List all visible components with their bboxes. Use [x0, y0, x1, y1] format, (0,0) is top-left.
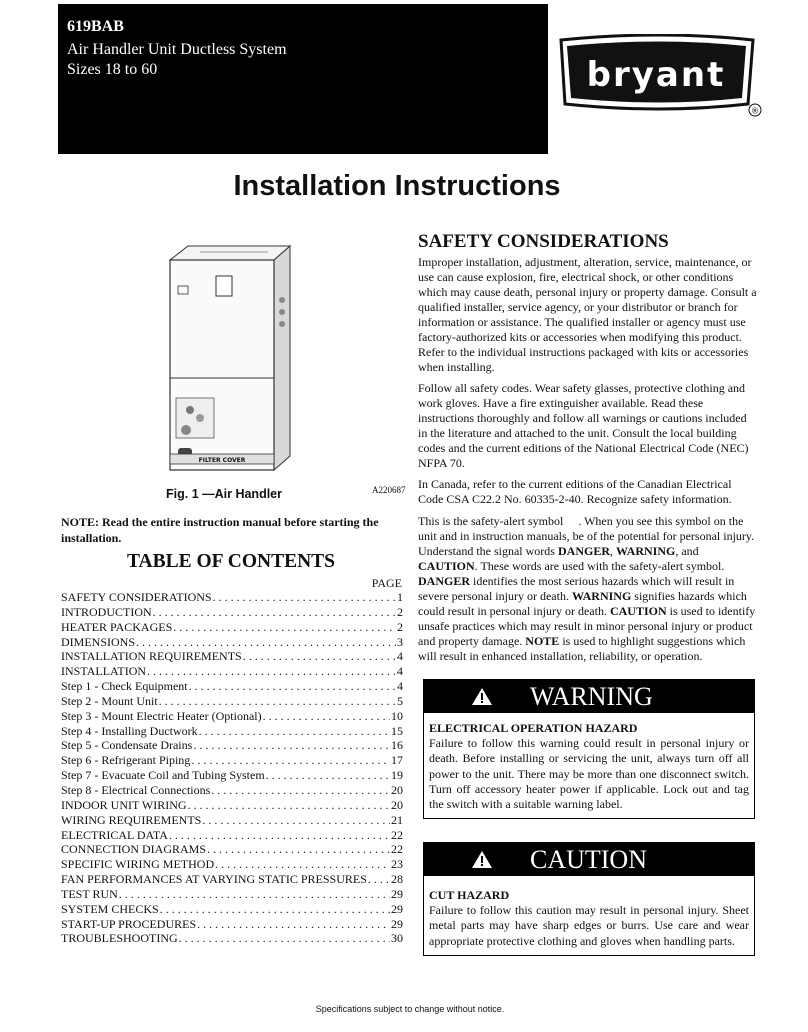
toc-leader-dots	[202, 813, 390, 828]
toc-entry-page: 2	[397, 604, 403, 619]
signal-word: DANGER	[557, 544, 610, 558]
toc-leader-dots	[211, 783, 390, 798]
toc-entry-page: 22	[391, 827, 403, 842]
toc-entry-page: 16	[391, 738, 403, 753]
toc-entry	[61, 605, 403, 620]
text-run: is used to identify unsafe practices which may result in minor personal injury or product and property damage.	[418, 604, 756, 648]
caution-triangle-icon	[472, 851, 492, 868]
caution-box	[423, 842, 755, 956]
registered-mark: ®	[751, 106, 759, 116]
toc-entry-label: SAFETY CONSIDERATIONS	[61, 590, 212, 604]
text-run: identifies the most serious hazards which will result in severe personal injury or death.	[418, 574, 735, 603]
toc-entry	[61, 842, 403, 857]
text-run: ,	[610, 544, 613, 558]
toc-leader-dots	[119, 887, 390, 902]
toc-entry-page: 3	[397, 634, 403, 649]
toc-entry-label: FAN PERFORMANCES AT VARYING STATIC PRESSURES	[61, 872, 367, 887]
safety-alert-paragraph	[418, 514, 758, 664]
warning-text: Failure to follow this warning could result in personal injury or death. Before installing or servicing the unit, always turn off all power to the unit. There may be more than one disconnect switch. Turn off accessory heater power if applicable. Lock out and tag the switch with a suitable warning label.	[429, 736, 749, 812]
toc-leader-dots	[263, 709, 390, 724]
toc-entry-label: Step 1 - Check Equipment	[61, 679, 188, 694]
toc-entry-page: 23	[391, 857, 403, 872]
toc-leader-dots	[160, 902, 390, 917]
table-of-contents	[61, 590, 403, 946]
toc-entry-page: 29	[391, 886, 403, 901]
toc-leader-dots	[136, 635, 396, 650]
toc-entry-label: SYSTEM CHECKS	[61, 901, 159, 916]
signal-word: CAUTION	[609, 604, 667, 618]
toc-entry	[61, 694, 403, 709]
toc-entry	[61, 917, 403, 932]
warning-header	[424, 680, 754, 713]
signal-word: DANGER	[418, 574, 471, 588]
toc-entry-label: ELECTRICAL DATA	[61, 827, 168, 842]
toc-entry-page: 20	[391, 797, 403, 812]
toc-entry	[61, 931, 403, 946]
toc-leader-dots	[193, 738, 390, 753]
brand-wordmark: bryant	[586, 55, 726, 95]
toc-entry	[61, 902, 403, 917]
toc-entry	[61, 828, 403, 843]
filter-cover-label: FILTER COVER	[198, 457, 246, 464]
bryant-logo	[555, 34, 765, 118]
toc-leader-dots	[191, 753, 390, 768]
toc-entry	[61, 738, 403, 753]
toc-entry	[61, 664, 403, 679]
toc-entry-page: 5	[397, 693, 403, 708]
toc-entry-label: Step 5 - Condensate Drains	[61, 738, 193, 753]
toc-title: TABLE OF CONTENTS	[126, 551, 336, 572]
text-run: . These words are used with the safety-alert symbol.	[474, 559, 725, 573]
product-description: Air Handler Unit Ductless System	[67, 41, 287, 58]
toc-leader-dots	[266, 768, 390, 783]
toc-leader-dots	[173, 620, 396, 635]
toc-leader-dots	[153, 605, 396, 620]
toc-entry-page: 17	[391, 753, 403, 768]
caution-text: Failure to follow this caution may result in personal injury. Sheet metal parts may have sharp edges or burrs. Use care and wear appropriate protective clothing and gloves when handling parts.	[429, 903, 749, 948]
toc-leader-dots	[215, 857, 390, 872]
toc-entry-label: TEST RUN	[61, 886, 118, 901]
toc-entry-page: 21	[391, 812, 403, 827]
toc-entry-page: 20	[391, 782, 403, 797]
text-run: is used to highlight suggestions which will result in enhanced installation, reliability, or operation.	[418, 634, 746, 663]
toc-leader-dots	[199, 724, 390, 739]
toc-entry-label: Step 2 - Mount Unit	[61, 693, 158, 708]
toc-entry	[61, 813, 403, 828]
toc-entry-label: Step 6 - Refrigerant Piping	[61, 753, 191, 768]
footer-note: Specifications subject to change without notice.	[315, 1004, 505, 1014]
warning-signal-word: WARNING	[530, 682, 653, 711]
warning-body	[424, 713, 754, 818]
header-banner	[58, 4, 548, 154]
toc-entry	[61, 620, 403, 635]
warning-hazard-title: ELECTRICAL OPERATION HAZARD	[429, 721, 638, 735]
toc-leader-dots	[207, 842, 390, 857]
figure-caption: Fig. 1 —Air Handler	[166, 487, 282, 501]
toc-entry	[61, 887, 403, 902]
toc-entry	[61, 679, 403, 694]
signal-word: CAUTION	[418, 559, 475, 573]
toc-entry	[61, 709, 403, 724]
toc-entry-label: START-UP PROCEDURES	[61, 916, 197, 931]
toc-leader-dots	[179, 931, 390, 946]
signal-word: NOTE	[525, 634, 560, 648]
toc-entry-page: 15	[391, 723, 403, 738]
safety-paragraph: In Canada, refer to the current editions of the Canadian Electrical Code CSA C22.2 No. 60335-2-40. Recognize safety information.	[418, 477, 732, 506]
toc-leader-dots	[159, 694, 396, 709]
toc-entry	[61, 857, 403, 872]
figure-code: A220687	[372, 485, 406, 495]
toc-entry-page: 4	[397, 664, 403, 679]
toc-entry-label: Step 8 - Electrical Connections	[61, 782, 211, 797]
document-title: Installation Instructions	[233, 170, 561, 202]
text-run: signifies hazards which could result in personal injury or death.	[418, 589, 747, 618]
toc-entry-page: 4	[397, 649, 403, 664]
toc-leader-dots	[188, 798, 390, 813]
toc-entry-page: 4	[397, 679, 403, 694]
toc-entry	[61, 635, 403, 650]
signal-word: WARNING	[571, 589, 632, 603]
toc-page-header: PAGE	[371, 576, 402, 590]
toc-leader-dots	[147, 664, 396, 679]
text-run: This is the safety-alert symbol	[418, 514, 564, 528]
signal-word: WARNING	[616, 544, 676, 558]
toc-entry-page: 10	[391, 708, 403, 723]
toc-leader-dots	[368, 872, 390, 887]
toc-entry	[61, 872, 403, 887]
toc-leader-dots	[169, 828, 390, 843]
toc-entry-page: 2	[397, 619, 403, 634]
instruction-note: NOTE: Read the entire instruction manual before starting the installation.	[61, 515, 379, 545]
toc-entry-label: INTRODUCTION	[61, 604, 152, 619]
toc-entry-label: Step 7 - Evacuate Coil and Tubing System	[61, 768, 265, 783]
caution-body	[424, 876, 754, 955]
toc-entry-page: 19	[391, 768, 403, 783]
toc-entry	[61, 724, 403, 739]
toc-entry	[61, 590, 403, 605]
toc-leader-dots	[213, 590, 396, 605]
product-sizes: Sizes 18 to 60	[67, 61, 158, 78]
text-run: . When you see this symbol on the unit and in instruction manuals, be of the potential for personal injury. Understand the signal words	[418, 514, 755, 558]
toc-entry-label: Step 4 - Installing Ductwork	[61, 723, 198, 738]
toc-entry-page: 22	[391, 842, 403, 857]
toc-leader-dots	[189, 679, 396, 694]
warning-box	[423, 679, 755, 819]
caution-header	[424, 843, 754, 876]
toc-entry-label: INSTALLATION	[61, 664, 147, 679]
toc-entry-page: 29	[391, 916, 403, 931]
safety-alert-icon	[566, 516, 578, 526]
toc-entry-label: Step 3 - Mount Electric Heater (Optional)	[61, 708, 262, 723]
toc-entry	[61, 649, 403, 664]
toc-entry-label: DIMENSIONS	[61, 634, 136, 649]
warning-triangle-icon	[472, 688, 492, 705]
toc-entry	[61, 753, 403, 768]
toc-entry-page: 29	[391, 901, 403, 916]
text-run: , and	[675, 544, 699, 558]
air-handler-illustration	[150, 240, 310, 480]
caution-signal-word: CAUTION	[530, 845, 647, 874]
toc-entry-label: SPECIFIC WIRING METHOD	[61, 857, 215, 872]
toc-entry-page: 1	[397, 590, 403, 604]
toc-leader-dots	[243, 649, 396, 664]
toc-entry-page: 28	[391, 872, 403, 887]
caution-hazard-title: CUT HAZARD	[429, 888, 510, 902]
toc-entry	[61, 783, 403, 798]
section-heading: SAFETY CONSIDERATIONS	[418, 231, 669, 252]
toc-entry-label: INSTALLATION REQUIREMENTS	[61, 649, 242, 664]
toc-entry-label: WIRING REQUIREMENTS	[61, 812, 202, 827]
model-number: 619BAB	[67, 18, 124, 35]
toc-entry	[61, 768, 403, 783]
safety-paragraph: Follow all safety codes. Wear safety glasses, protective clothing and work gloves. Have a fire extinguisher available. Read these instructions thoroughly and follow all warnings or cautions included in the literature and attached to the unit. Consult the local building codes and the current editions of the National Electrical Code (NEC) NFPA 70.	[418, 381, 749, 470]
toc-entry	[61, 798, 403, 813]
toc-leader-dots	[197, 917, 390, 932]
toc-entry-page: 30	[391, 931, 403, 946]
toc-entry-label: HEATER PACKAGES	[61, 619, 173, 634]
safety-paragraph: Improper installation, adjustment, alteration, service, maintenance, or use can cause explosion, fire, electrical shock, or other conditions which may cause death, personal injury or property damage. Consult a qualified installer, service agency, or your distributor or branch for information or assistance. The qualified installer or agency must use factory-authorized kits or accessories when modifying this product. Refer to the individual instructions packaged with kits or accessories when installing.	[418, 255, 757, 374]
toc-entry-label: TROUBLESHOOTING	[61, 931, 178, 946]
toc-entry-label: CONNECTION DIAGRAMS	[61, 842, 207, 857]
toc-entry-label: INDOOR UNIT WIRING	[61, 797, 187, 812]
